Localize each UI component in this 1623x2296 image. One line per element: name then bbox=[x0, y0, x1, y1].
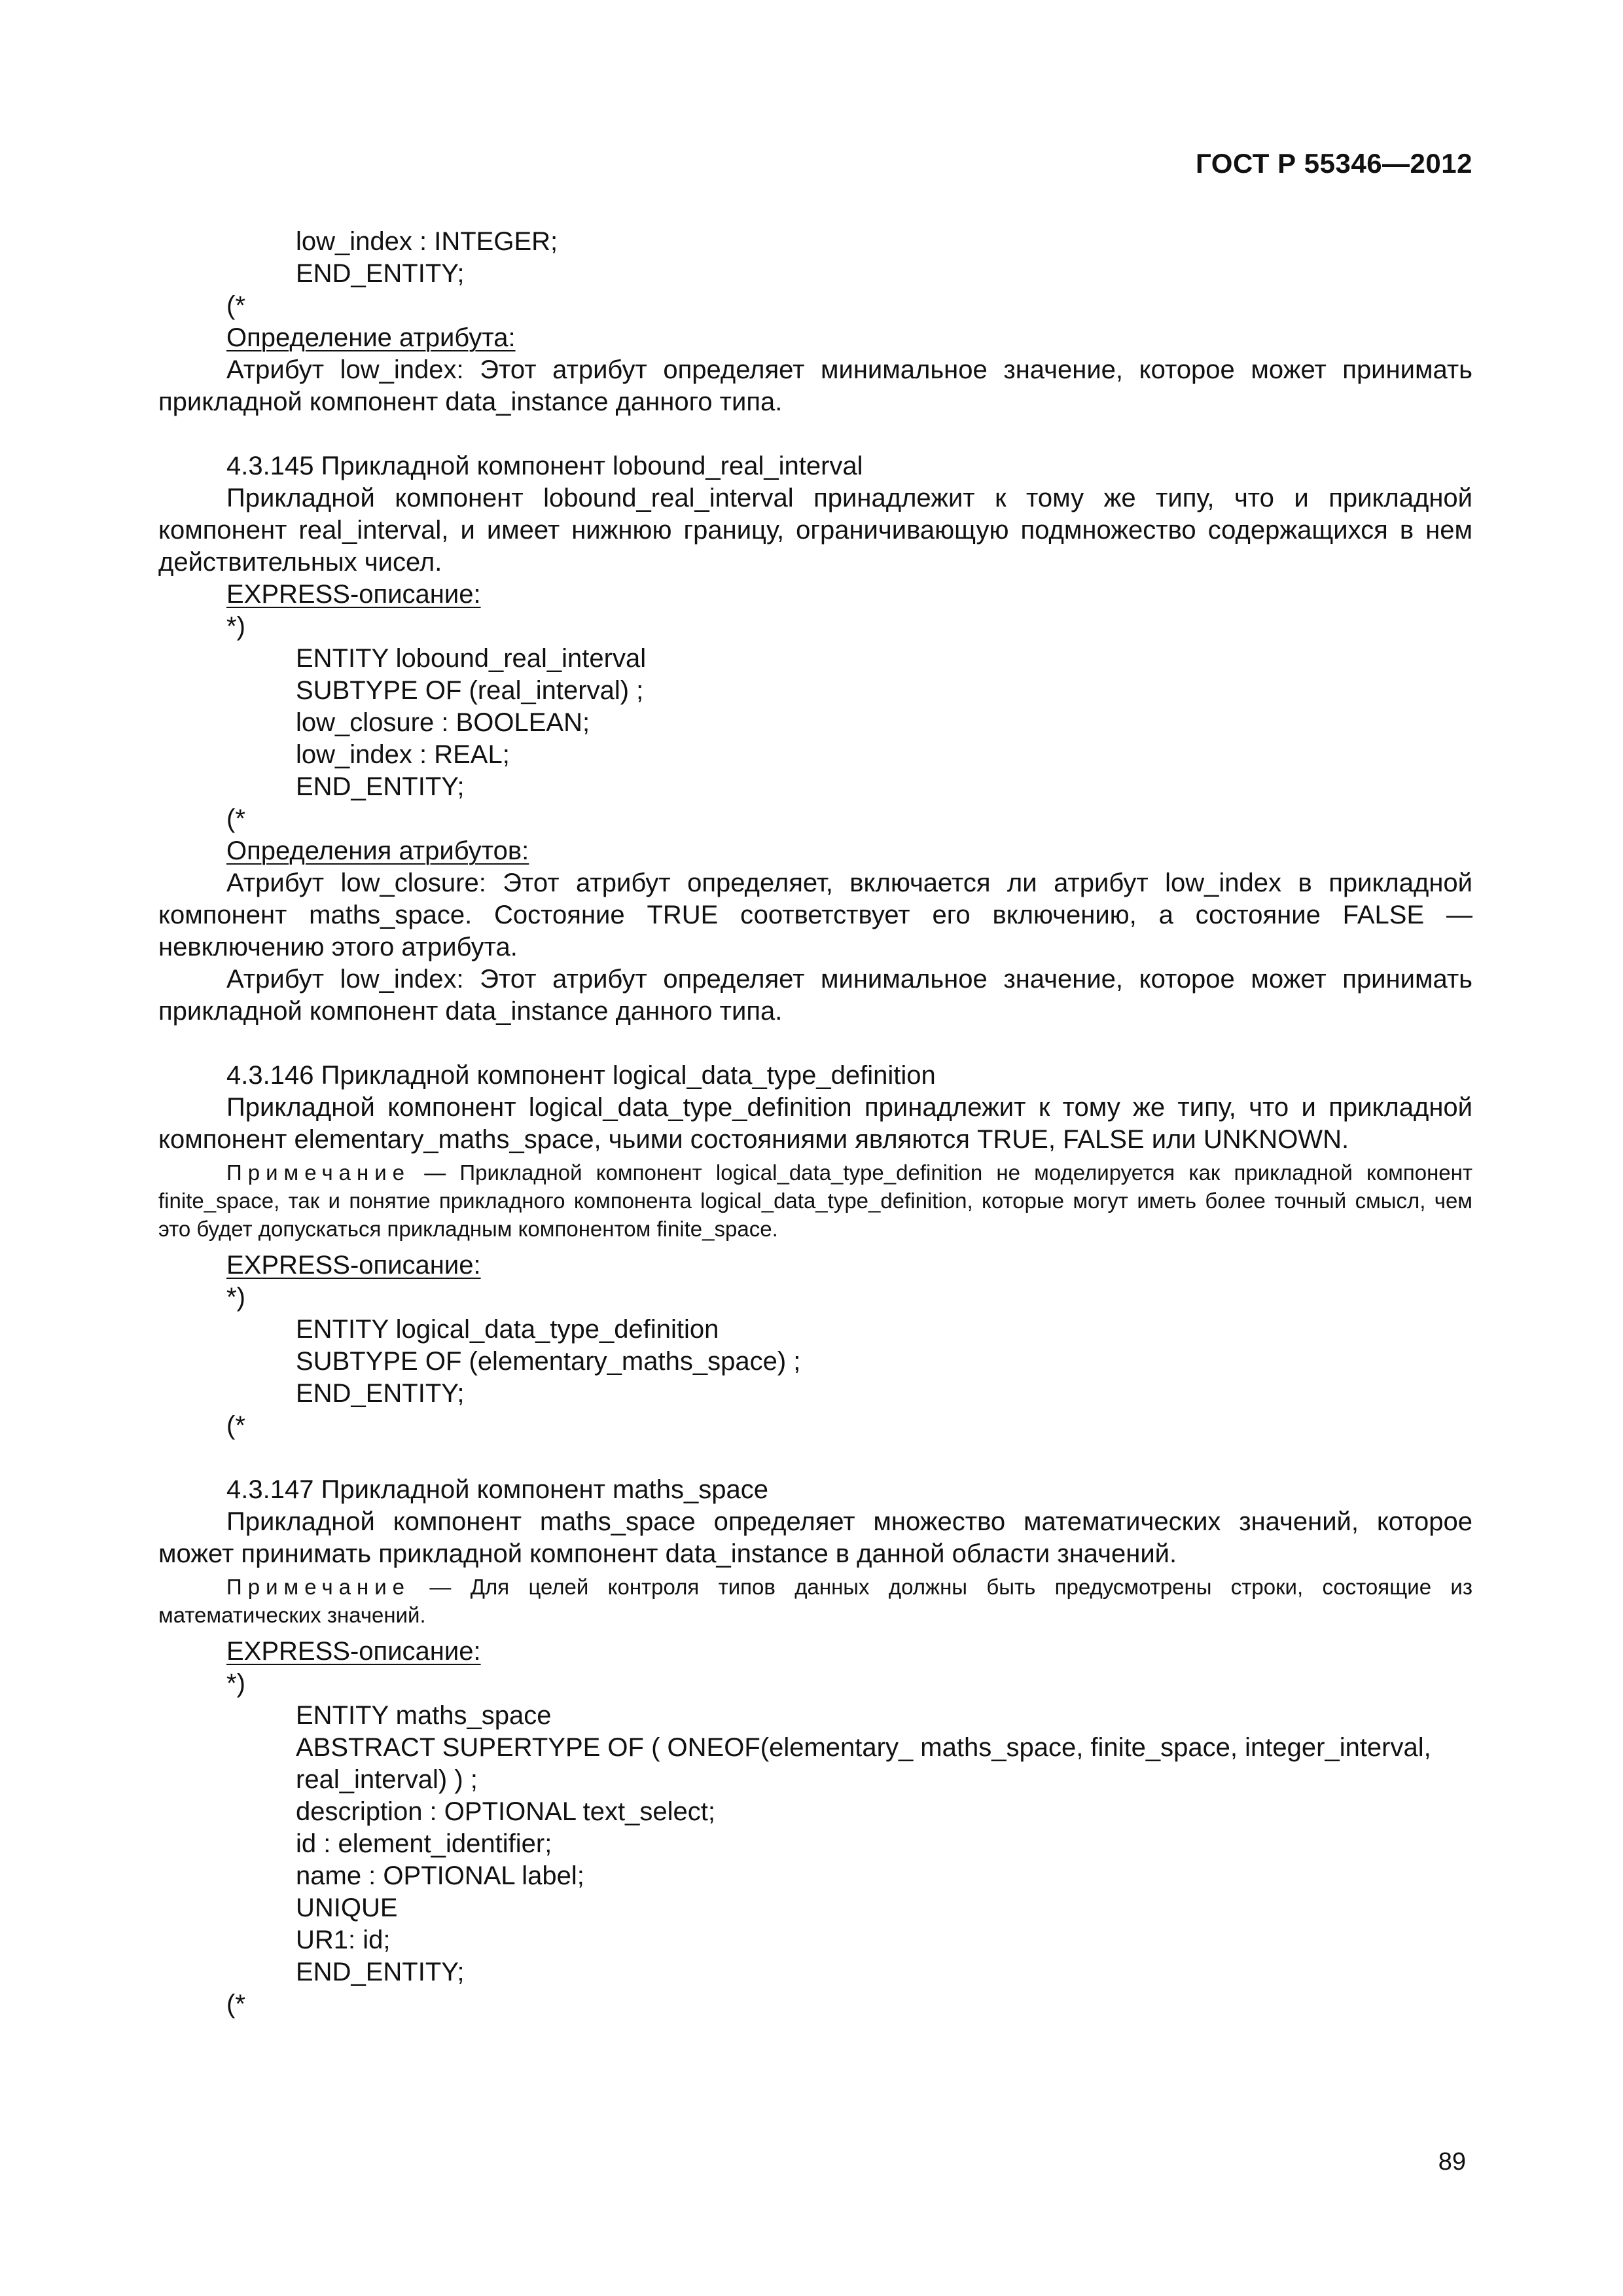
comment-open: (* bbox=[226, 1411, 245, 1440]
definition-text: Атрибут low_closure: Этот атрибут определяет, включается ли атрибут low_index в прикладной компонент maths_space. Состояние TRUE соответствует его включению, а состояние FALSE — невключению этого атрибута. bbox=[158, 869, 1472, 961]
express-label: EXPRESS-описание: bbox=[226, 1637, 481, 1666]
code-line: UNIQUE bbox=[296, 1893, 398, 1922]
code-line: name : OPTIONAL label; bbox=[296, 1861, 584, 1890]
note-label: Примечание bbox=[226, 1575, 411, 1599]
page-content bbox=[158, 226, 1472, 2020]
definition-text: Атрибут low_index: Этот атрибут определяет минимальное значение, которое может принимать прикладной компонент data_instance данного типа. bbox=[158, 355, 1472, 416]
express-label: EXPRESS-описание: bbox=[226, 580, 481, 609]
code-line: END_ENTITY; bbox=[296, 1379, 465, 1408]
code-line: END_ENTITY; bbox=[296, 1958, 465, 1986]
page-number: 89 bbox=[1438, 2148, 1466, 2176]
definitions-heading: Определения атрибутов: bbox=[226, 836, 529, 865]
document-header: ГОСТ Р 55346—2012 bbox=[1196, 148, 1472, 179]
section-title-145: 4.3.145 Прикладной компонент lobound_real_interval bbox=[226, 452, 863, 480]
code-line: END_ENTITY; bbox=[296, 259, 465, 288]
code-line: ABSTRACT SUPERTYPE OF ( ONEOF(elementary_ maths_space, finite_space, integer_interval, bbox=[296, 1733, 1431, 1762]
section-paragraph-147: Прикладной компонент maths_space определяет множество математических значений, которое может принимать прикладной компонент data_instance в данной области значений. bbox=[158, 1507, 1472, 1568]
code-line: ENTITY lobound_real_interval bbox=[296, 644, 647, 673]
code-line: low_index : INTEGER; bbox=[296, 227, 558, 256]
code-line: description : OPTIONAL text_select; bbox=[296, 1797, 715, 1826]
code-line: low_closure : BOOLEAN; bbox=[296, 708, 590, 737]
code-line: SUBTYPE OF (elementary_maths_space) ; bbox=[296, 1347, 801, 1376]
definition-text: Атрибут low_index: Этот атрибут определяет минимальное значение, которое может принимать прикладной компонент data_instance данного типа. bbox=[158, 965, 1472, 1026]
note-text: — Прикладной компонент logical_data_type_definition не моделируется как прикладной компонент finite_space, так и понятие прикладного компонента logical_data_type_definition, которые могут иметь более точный смысл, чем это будет допускаться прикладным компонентом finite_space. bbox=[158, 1160, 1472, 1241]
note bbox=[158, 1573, 1472, 1629]
comment-open: (* bbox=[226, 804, 245, 833]
code-line: END_ENTITY; bbox=[296, 772, 465, 801]
code-line: UR1: id; bbox=[296, 1926, 391, 1954]
section-paragraph-146: Прикладной компонент logical_data_type_definition принадлежит к тому же типу, что и прикладной компонент elementary_maths_space, чьими состояниями являются TRUE, FALSE или UNKNOWN. bbox=[158, 1093, 1472, 1154]
section-paragraph-145: Прикладной компонент lobound_real_interval принадлежит к тому же типу, что и прикладной компонент real_interval, и имеет нижнюю границу, ограничивающую подмножество содержащихся в нем действительных чисел. bbox=[158, 484, 1472, 577]
section-title-147: 4.3.147 Прикладной компонент maths_space bbox=[226, 1475, 768, 1504]
comment-close: *) bbox=[226, 612, 245, 641]
comment-close: *) bbox=[226, 1669, 245, 1698]
code-line: real_interval) ) ; bbox=[296, 1765, 478, 1794]
code-line: low_index : REAL; bbox=[296, 740, 510, 769]
comment-open: (* bbox=[226, 291, 245, 320]
note-text: — Для целей контроля типов данных должны быть предусмотрены строки, состоящие из математических значений. bbox=[158, 1575, 1472, 1627]
comment-close: *) bbox=[226, 1283, 245, 1312]
definition-heading: Определение атрибута: bbox=[226, 323, 516, 352]
note-label: Примечание bbox=[226, 1160, 411, 1185]
note bbox=[158, 1158, 1472, 1243]
comment-open: (* bbox=[226, 1990, 245, 2018]
section-title-146: 4.3.146 Прикладной компонент logical_data_type_definition bbox=[226, 1061, 936, 1090]
code-line: ENTITY maths_space bbox=[296, 1701, 552, 1730]
code-line: id : element_identifier; bbox=[296, 1829, 552, 1858]
code-line: SUBTYPE OF (real_interval) ; bbox=[296, 676, 644, 705]
express-label: EXPRESS-описание: bbox=[226, 1251, 481, 1280]
code-line: ENTITY logical_data_type_definition bbox=[296, 1315, 719, 1344]
